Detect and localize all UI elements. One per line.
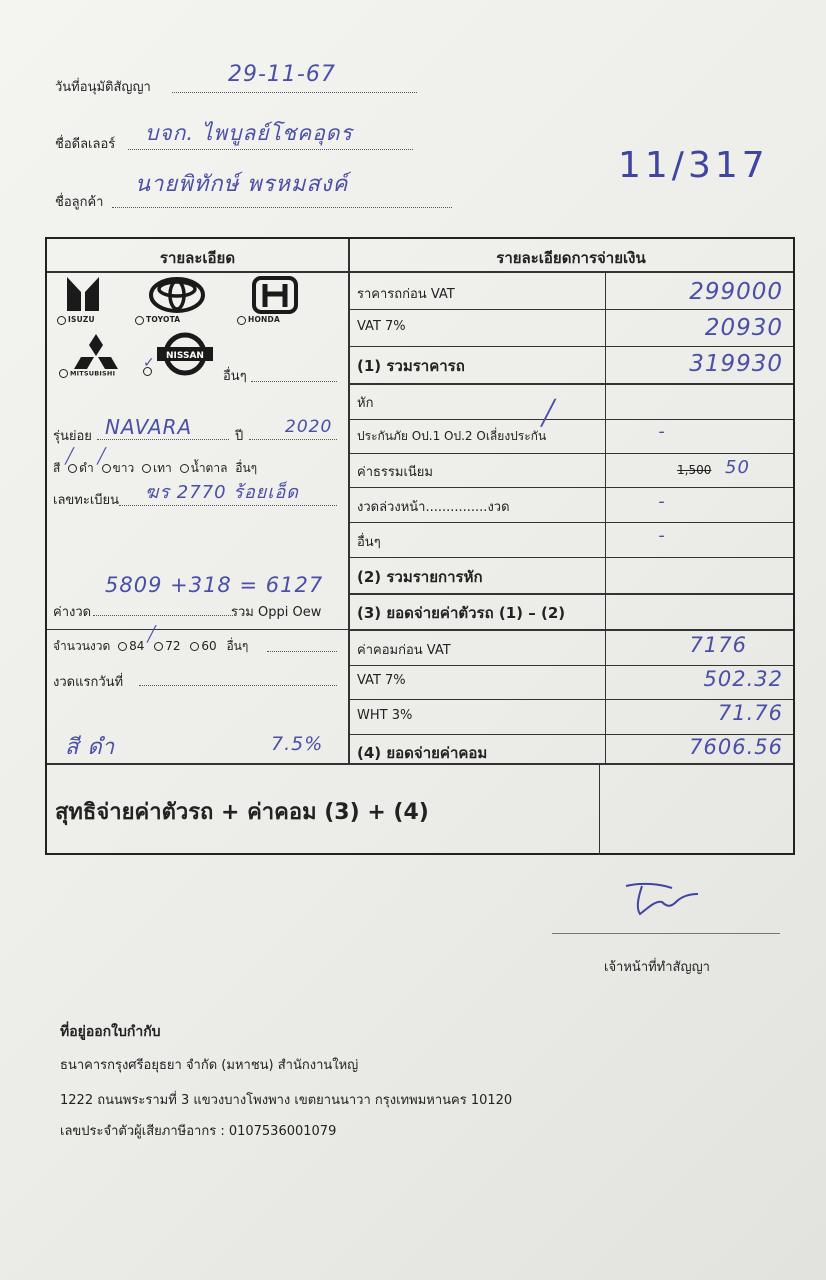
dealer-label: ชื่อดีลเลอร์ xyxy=(55,137,116,152)
row-deduct-label: หัก xyxy=(357,396,374,411)
svg-text:NISSAN: NISSAN xyxy=(166,351,204,361)
brand-honda[interactable]: HONDA xyxy=(237,315,280,325)
honda-logo-icon xyxy=(251,275,299,315)
note-rate: 7.5% xyxy=(271,733,324,755)
row-total-deduct-label: (2) รวมรายการหัก xyxy=(357,568,483,586)
model-label: รุ่นย่อย xyxy=(53,429,92,444)
row-price-before-vat-label: ราคารถก่อน VAT xyxy=(357,287,455,302)
row-commission-total-value: 7606.56 xyxy=(689,735,783,759)
footer-line-3: เลขประจำตัวผู้เสียภาษีอากร : 0107536001079 xyxy=(60,1124,337,1139)
year-value: 2020 xyxy=(285,417,333,437)
footer-line-1: ธนาคารกรุงศรีอยุธยา จำกัด (มหาชน) สำนักงานใหญ่ xyxy=(60,1058,359,1073)
brand-mitsubishi[interactable]: MITSUBISHI xyxy=(59,369,115,378)
row-total-car-value: 319930 xyxy=(689,351,783,377)
row-total-car-label: (1) รวมราคารถ xyxy=(357,357,465,375)
toyota-logo-icon xyxy=(148,277,206,313)
row-fee-value: 50 xyxy=(725,457,750,478)
row-fee-label: ค่าธรรมเนียม xyxy=(357,465,433,480)
installment-suffix: รวม Oppi Oew xyxy=(231,605,322,620)
approval-date-label: วันที่อนุมัติสัญญา xyxy=(55,80,151,95)
row-price-before-vat-value: 299000 xyxy=(689,279,783,305)
footer-title: ที่อยู่ออกใบกำกับ xyxy=(60,1024,161,1040)
row-insurance-label: ประกันภัย Oป.1 Oป.2 Oเลี่ยงประกัน xyxy=(357,429,547,443)
terms-row: จำนวนงวด 84 72 60 อื่นๆ xyxy=(53,639,249,653)
nissan-logo-icon xyxy=(155,331,215,377)
model-value: NAVARA xyxy=(105,415,193,439)
installment-label: ค่างวด xyxy=(53,605,92,620)
row-commission-vat-value: 502.32 xyxy=(703,667,783,691)
row-advance-label: งวดล่วงหน้า...............งวด xyxy=(357,500,510,515)
customer-value: นายพิทักษ์ พรหมสงค์ xyxy=(135,172,349,197)
row-commission-value: 7176 xyxy=(689,633,747,657)
installment-value: 5809 +318 = 6127 xyxy=(105,573,324,597)
row-others-value: - xyxy=(658,525,666,546)
plate-value: ฆร 2770 ร้อยเอ็ด xyxy=(145,482,299,503)
isuzu-logo-icon xyxy=(64,275,102,313)
plate-label: เลขทะเบียน xyxy=(53,493,120,508)
mitsubishi-logo-icon xyxy=(74,333,118,371)
brand-isuzu[interactable]: ISUZU xyxy=(57,315,95,325)
row-vat-label: VAT 7% xyxy=(357,319,406,334)
first-due-label: งวดแรกวันที่ xyxy=(53,675,124,690)
row-others-label: อื่นๆ xyxy=(357,535,381,550)
dealer-value: บจก. ไพบูลย์โชคอุดร xyxy=(145,121,353,145)
left-column-header: รายละเอียด xyxy=(159,249,236,267)
brand-toyota[interactable]: TOYOTA xyxy=(135,315,180,325)
approval-date-value: 29-11-67 xyxy=(228,62,336,87)
signature-caption: เจ้าหน้าที่ทำสัญญา xyxy=(604,960,710,975)
color-row: สี ดำ ขาว เทา น้ำตาล อื่นๆ xyxy=(53,461,258,475)
reference-number: 11/317 xyxy=(618,145,769,186)
row-commission-total-label: (4) ยอดจ่ายค่าคอม xyxy=(357,744,488,762)
row-vat-value: 20930 xyxy=(704,315,783,341)
row-fee-printed-value: 1,500 xyxy=(677,463,712,477)
row-wht-label: WHT 3% xyxy=(357,708,413,723)
customer-label: ชื่อลูกค้า xyxy=(55,195,104,210)
signature-line xyxy=(552,933,780,934)
customer-line xyxy=(112,207,452,208)
payment-form-table: รายละเอียด รายละเอียดการจ่ายเงิน ISUZU TOYOTA HONDA MITSUBISHI NISSAN ✓ อื่นๆ รุ่นย่อย NAVARA ปี 2020 สี ดำ ขาว เทา น้ำตาล อื่นๆ ╱ ╱ เลขทะเบียน ฆร 2770 ร้อยเอ็ด ค่างวด 5809 +318 = 6127 รวม Oppi Oew จำนวนงวด 84 72 60 อื่นๆ ╱ งวดแรกวันที่ สี ดำ 7.5% ราคารถก่อน VAT VAT 7% (1) รวมราคารถ หัก ประกันภัย Oป.1 Oป.2 Oเลี่ยงประกัน ╱ ค่าธรรมเนียม งวดล่วงหน้า...............งวด อื่นๆ (2) รวมรายการหัก (3) ยอดจ่ายค่าตัวรถ (1) – (2) ค่าคอมก่อน VAT VAT 7% WHT 3% (4) ยอดจ่ายค่าคอม 299000 20930 319930 - 1,500 50 - - 7176 502.32 71.76 7606.56 สุทธิจ่ายค่าตัวรถ + ค่าคอม (3) + (4) xyxy=(45,237,795,855)
row-commission-label: ค่าคอมก่อน VAT xyxy=(357,643,451,658)
year-label: ปี xyxy=(235,429,244,444)
net-payment-label: สุทธิจ่ายค่าตัวรถ + ค่าคอม (3) + (4) xyxy=(55,800,429,825)
brand-others-label: อื่นๆ xyxy=(223,369,247,384)
row-wht-value: 71.76 xyxy=(717,701,783,725)
row-car-payment-label: (3) ยอดจ่ายค่าตัวรถ (1) – (2) xyxy=(357,604,566,622)
right-column-header: รายละเอียดการจ่ายเงิน xyxy=(496,249,646,267)
signature-mark-icon xyxy=(612,878,702,922)
note-color: สี ดำ xyxy=(65,735,116,760)
footer-line-2: 1222 ถนนพระรามที่ 3 แขวงบางโพงพาง เขตยานนาวา กรุงเทพมหานคร 10120 xyxy=(60,1093,513,1108)
row-commission-vat-label: VAT 7% xyxy=(357,673,406,688)
row-advance-value: - xyxy=(658,491,666,512)
approval-date-line xyxy=(172,92,417,93)
row-insurance-value: - xyxy=(658,421,666,442)
